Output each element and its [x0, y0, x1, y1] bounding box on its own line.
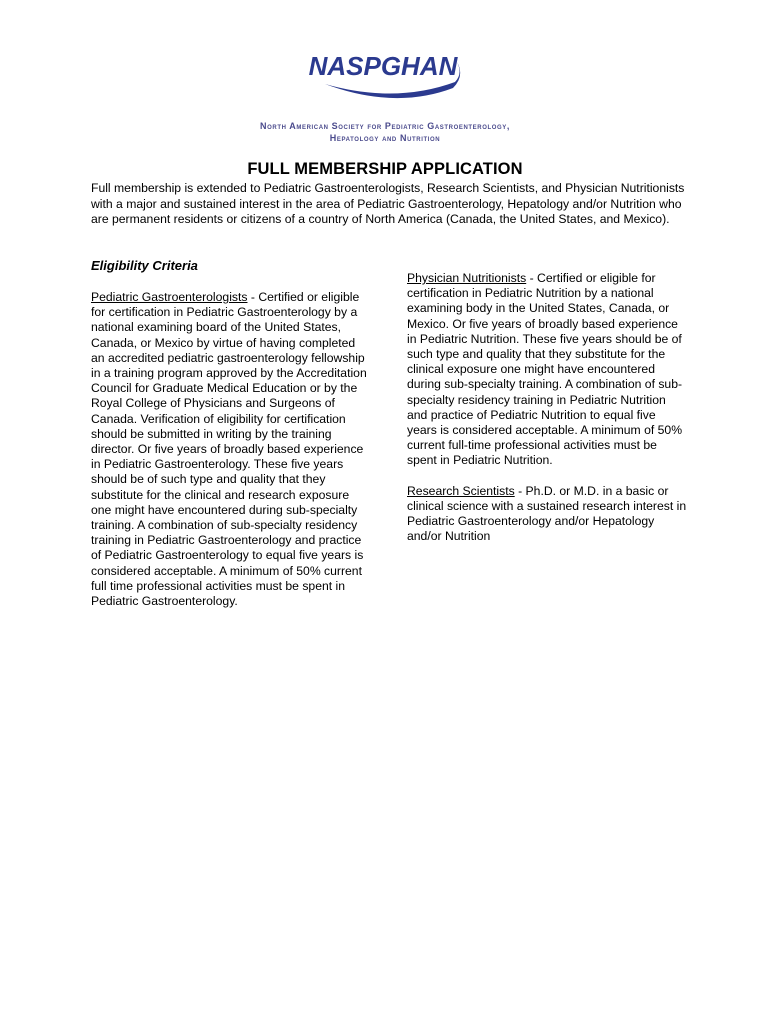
research-scientists-text: - Ph.D. or M.D. in a basic or clinical science with a sustained research interest in Pediatric Gastroenterology and/or Hepatology and/or Nutrition [407, 483, 687, 544]
organization-name-line2: Hepatology and Nutrition [329, 133, 441, 143]
right-column [407, 271, 687, 544]
organization-name [0, 120, 770, 144]
pediatric-gastroenterologists-text: - Certified or eligible for certification in Pediatric Gastroenterology by a national examining board of the United States, Canada, or Mexico by virtue of having completed an accredited pediatric gastroenterology fellowship in a training program approved by the Accreditation Council for Graduate Medical Education or by the Royal College of Physicians and Surgeons of Canada. Verification of eligibility for certification should be submitted in writing by the training director. Or five years of broadly based experience in Pediatric Gastroenterology. These five years should be of such type and quality that they substitute for the clinical and research exposure one might have encountered during sub-specialty training. A combination of sub-specialty residency training in Pediatric Gastroenterology and practice of Pediatric Gastroenterology to equal five years is considered acceptable. A minimum of 50% current full time professional activities must be spent in Pediatric Gastroenterology. [91, 290, 367, 609]
eligibility-heading: Eligibility Criteria [91, 258, 198, 273]
physician-nutritionists-criteria [407, 271, 687, 469]
naspghan-logo [0, 40, 770, 110]
physician-nutritionists-text: - Certified or eligible for certification in Pediatric Nutrition by a national examining body in the United States, Canada, or Mexico. Or five years of broadly based experience in Pediatric Nutrition. These five years should be of such type and quality that they substitute for the clinical exposure one might have encountered during sub-specialty training. A combination of sub-specialty residency training in Pediatric Nutrition and practice of Pediatric Nutrition to equal five years is considered acceptable. A minimum of 50% current full-time professional activities must be spent in Pediatric Nutrition. [407, 271, 683, 468]
logo-wordmark: NASPGHAN [308, 51, 458, 81]
pediatric-gastroenterologists-term: Pediatric Gastroenterologists [91, 290, 248, 304]
page-title: FULL MEMBERSHIP APPLICATION [247, 160, 523, 178]
left-column [91, 290, 369, 609]
logo-graphic [285, 40, 485, 110]
research-scientists-term: Research Scientists [407, 483, 515, 498]
intro-paragraph: Full membership is extended to Pediatric Gastroenterologists, Research Scientists, and Physician Nutritionists with a major and sustained interest in the area of Pediatric Gastroenterology, Hepatology and/or Nutrition who are permanent residents or citizens of a country of North America (Canada, the United States, and Mexico). [91, 181, 685, 226]
organization-name-line1: North American Society for Pediatric Gastroenterology, [260, 121, 510, 131]
pediatric-gastroenterologists-criteria [91, 290, 369, 609]
physician-nutritionists-term: Physician Nutritionists [407, 271, 527, 285]
research-scientists-criteria [407, 484, 687, 545]
